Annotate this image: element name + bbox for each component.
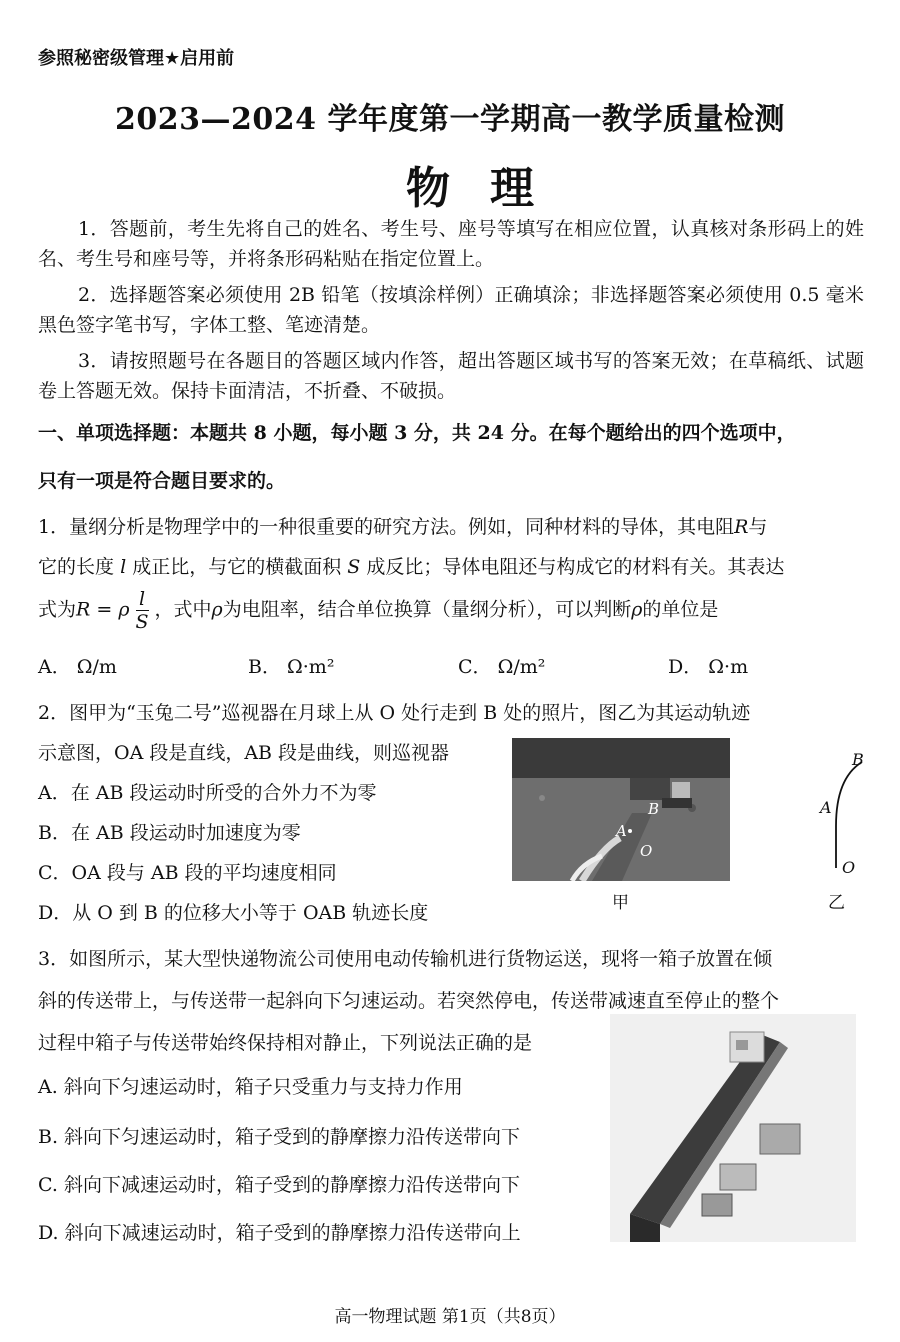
photo-label-b: B — [648, 800, 660, 818]
q1-var-rho: ρ — [211, 598, 223, 621]
q1-text: 为电阻率，结合单位换算（量纲分析），可以判断 — [222, 598, 632, 621]
q1-text: 成正比，与它的横截面积 — [132, 556, 342, 578]
conveyor-photo — [610, 1014, 856, 1242]
diagram-label-b: B — [852, 750, 864, 769]
photo-label-a: A — [616, 822, 627, 840]
section-heading-line2: 只有一项是符合题目要求的。 — [38, 470, 286, 492]
q1-option-a: A． Ω/m — [38, 656, 117, 678]
q1-var-s: S — [347, 556, 361, 578]
diagram-label-o: O — [842, 858, 856, 877]
q1-option-d: D． Ω·m — [668, 656, 749, 678]
q2-option-a: A．在 AB 段运动时所受的合外力不为零 — [38, 782, 377, 804]
instruction-1: 1．答题前，考生先将自己的姓名、考生号、座号等填写在相应位置，认真核对条形码上的姓名、考生号和座号等，并将条形码粘贴在指定位置上。 — [38, 218, 864, 270]
trajectory-diagram — [800, 748, 880, 888]
q1-option-b: B． Ω·m² — [248, 656, 335, 678]
q3-option-b: B. 斜向下匀速运动时，箱子受到的静摩擦力沿传送带向下 — [38, 1126, 521, 1148]
q1-option-c: C． Ω/m² — [458, 656, 546, 678]
q1-fraction-num: l — [136, 588, 149, 611]
q3-line2: 斜的传送带上，与传送带一起斜向下匀速运动。若突然停电，传送带减速直至停止的整个 — [38, 990, 780, 1012]
instruction-3: 3．请按照题号在各题目的答题区域内作答，超出答题区域书写的答案无效；在草稿纸、试题卷上答题无效。保持卡面清洁，不折叠、不破损。 — [38, 350, 864, 402]
q1-text: ，式中 — [154, 598, 212, 621]
q1-line1 — [38, 512, 767, 539]
diagram-label-a: A — [820, 798, 832, 817]
photo-label-o: O — [640, 842, 653, 860]
q1-line3 — [38, 588, 718, 633]
rover-photo-drawing — [512, 738, 730, 881]
conveyor-drawing — [610, 1014, 856, 1242]
q1-fraction — [136, 588, 149, 633]
rover-photo — [512, 738, 730, 881]
instruction-2: 2．选择题答案必须使用 2B 铅笔（按填涂样例）正确填涂；非选择题答案必须使用 0.5 毫米黑色签字笔书写，字体工整、笔迹清楚。 — [38, 284, 864, 336]
section-heading-line1: 一、单项选择题：本题共 8 小题，每小题 3 分，共 24 分。在每个题给出的四个选项中， — [38, 422, 796, 444]
q3-option-a: A. 斜向下匀速运动时，箱子只受重力与支持力作用 — [38, 1076, 463, 1098]
q1-text: 成反比；导体电阻还与构成它的材料有关。其表达 — [366, 556, 785, 578]
confidentiality-label: 参照秘密级管理★启用前 — [38, 48, 235, 69]
q1-fraction-den: S — [135, 611, 149, 633]
q1-text: 与 — [748, 516, 768, 538]
q2-line1: 2．图甲为“玉兔二号”巡视器在月球上从 O 处行走到 B 处的照片，图乙为其运动轨迹 — [38, 702, 751, 724]
exam-title: 2023—2024 学年度第一学期高一教学质量检测 — [115, 102, 785, 137]
q1-text: 式为 — [38, 598, 77, 621]
q1-text: 的单位是 — [642, 598, 719, 621]
q1-var-rho: ρ — [631, 598, 643, 621]
q1-var-r: R — [734, 516, 749, 538]
q1-text: 它的长度 — [38, 556, 115, 578]
q2-option-d: D．从 O 到 B 的位移大小等于 OAB 轨迹长度 — [38, 902, 429, 924]
q2-line2: 示意图，OA 段是直线，AB 段是曲线，则巡视器 — [38, 742, 450, 764]
q2-option-b: B．在 AB 段运动时加速度为零 — [38, 822, 301, 844]
page-footer: 高一物理试题 第1页（共8页） — [334, 1307, 566, 1327]
q1-text: 1．量纲分析是物理学中的一种很重要的研究方法。例如，同种材料的导体，其电阻 — [38, 516, 735, 538]
subject-title: 物理 — [406, 163, 574, 214]
fig-caption-yi: 乙 — [828, 893, 845, 913]
q3-line3: 过程中箱子与传送带始终保持相对静止，下列说法正确的是 — [38, 1032, 533, 1054]
fig-caption-jia: 甲 — [612, 893, 629, 913]
q2-option-c: C．OA 段与 AB 段的平均速度相同 — [38, 862, 337, 884]
q3-option-d: D. 斜向下减速运动时，箱子受到的静摩擦力沿传送带向上 — [38, 1222, 521, 1244]
q3-line1: 3．如图所示，某大型快递物流公司使用电动传输机进行货物运送，现将一箱子放置在倾 — [38, 948, 773, 970]
q1-formula-lhs: R = ρ — [76, 598, 130, 621]
q3-option-c: C. 斜向下减速运动时，箱子受到的静摩擦力沿传送带向下 — [38, 1174, 520, 1196]
q1-var-l: l — [120, 556, 127, 578]
q1-line2 — [38, 552, 784, 579]
